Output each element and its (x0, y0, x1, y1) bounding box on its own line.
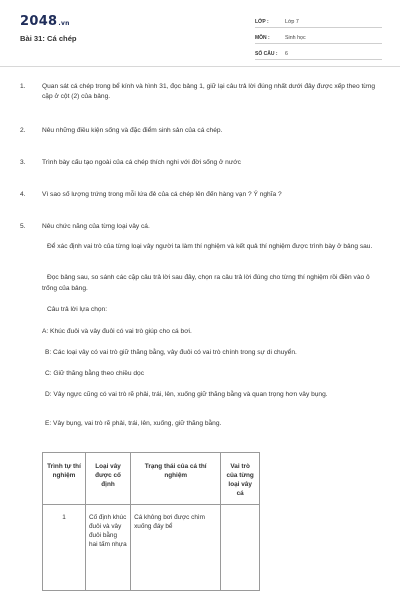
lesson-title: Bài 31: Cá chép (20, 34, 77, 43)
meta-label: SỐ CÂU : (255, 51, 278, 57)
question-text: Quan sát cá chép trong bể kính và hình 31, đọc bảng 1, giữ lại câu trả lời đúng nhất dưới đây được xếp theo từng cặp ở cột (2) của bảng. (42, 83, 376, 100)
question-number: 1. (20, 83, 26, 90)
answer-option-b: B: Các loại vây có vai trò giữ thăng bằng, vây đuôi có vai trò chính trong sự di chuyển. (45, 349, 297, 356)
logo-text: 2048 (20, 14, 58, 29)
question-item (20, 222, 382, 232)
header-divider (0, 66, 400, 67)
meta-value: 6 (285, 51, 288, 57)
lesson-meta (255, 14, 382, 62)
question-number: 3. (20, 159, 26, 166)
instruction-paragraph: Để xác định vai trò của từng loại vây người ta làm thí nghiệm và kết quả thí nghiệm được trình bày ở bảng sau. (47, 243, 373, 250)
meta-value: Lớp 7 (285, 19, 299, 25)
logo-suffix: .vn (58, 20, 70, 27)
question-text: Trình bày cấu tạo ngoài của cá chép thích nghi với đời sống ở nước (42, 159, 241, 166)
meta-row-class (255, 14, 382, 28)
meta-value: Sinh học (285, 35, 306, 41)
question-text: Nêu những điều kiện sống và đặc điểm sinh sản của cá chép. (42, 127, 223, 134)
instruction-paragraph: Đọc bảng sau, so sánh các cặp câu trả lời sau đây, chọn ra câu trả lời đúng cho từng thí nghiệm rồi điền vào ô trống của bảng. (42, 274, 370, 292)
table-cell: Cá không bơi được chìm xuống đáy bể (131, 505, 221, 591)
table-header-cell: Loại vây được cố định (85, 453, 130, 505)
answer-option-c: C: Giữ thăng bằng theo chiều dọc (45, 370, 144, 377)
site-logo[interactable] (20, 14, 70, 29)
question-text: Vì sao số lượng trứng trong mỗi lứa đẻ của cá chép lên đến hàng vạn ? Ý nghĩa ? (42, 191, 282, 198)
question-item (20, 158, 382, 168)
question-text: Nêu chức năng của từng loại vây cá. (42, 223, 150, 230)
meta-label: LỚP : (255, 19, 269, 25)
question-number: 2. (20, 127, 26, 134)
experiment-table (42, 452, 260, 591)
question-item (20, 82, 382, 102)
meta-row-subject (255, 30, 382, 44)
question-item (20, 190, 382, 200)
page-header (20, 14, 382, 62)
question-number: 4. (20, 191, 26, 198)
table-header-cell: Trình tự thí nghiệm (43, 453, 86, 505)
table-cell: 1 (43, 505, 86, 591)
meta-row-count (255, 46, 382, 60)
table-cell-answer[interactable] (221, 505, 260, 591)
answer-option-a: A: Khúc đuôi và vây đuôi có vai trò giúp cho cá bơi. (42, 328, 192, 335)
table-row (43, 505, 260, 591)
answer-options-heading: Câu trả lời lựa chọn: (47, 306, 108, 313)
table-header-cell: Trạng thái của cá thí nghiệm (131, 453, 221, 505)
answer-option-d: D: Vây ngực cũng có vai trò rẽ phải, trái, lên, xuống giữ thăng bằng và quan trọng hơn vây bụng. (45, 391, 328, 398)
table-header-row (43, 453, 260, 505)
answer-option-e: E: Vây bụng, vai trò rẽ phải, trái, lên, xuống, giữ thăng bằng. (45, 420, 222, 427)
question-number: 5. (20, 223, 26, 230)
table-header-cell: Vai trò của từng loại vây cá (221, 453, 260, 505)
table-cell: Cố định khúc đuôi và vây đuôi bằng hai tấm nhựa (85, 505, 130, 591)
question-item (20, 126, 382, 136)
meta-label: MÔN : (255, 35, 270, 41)
